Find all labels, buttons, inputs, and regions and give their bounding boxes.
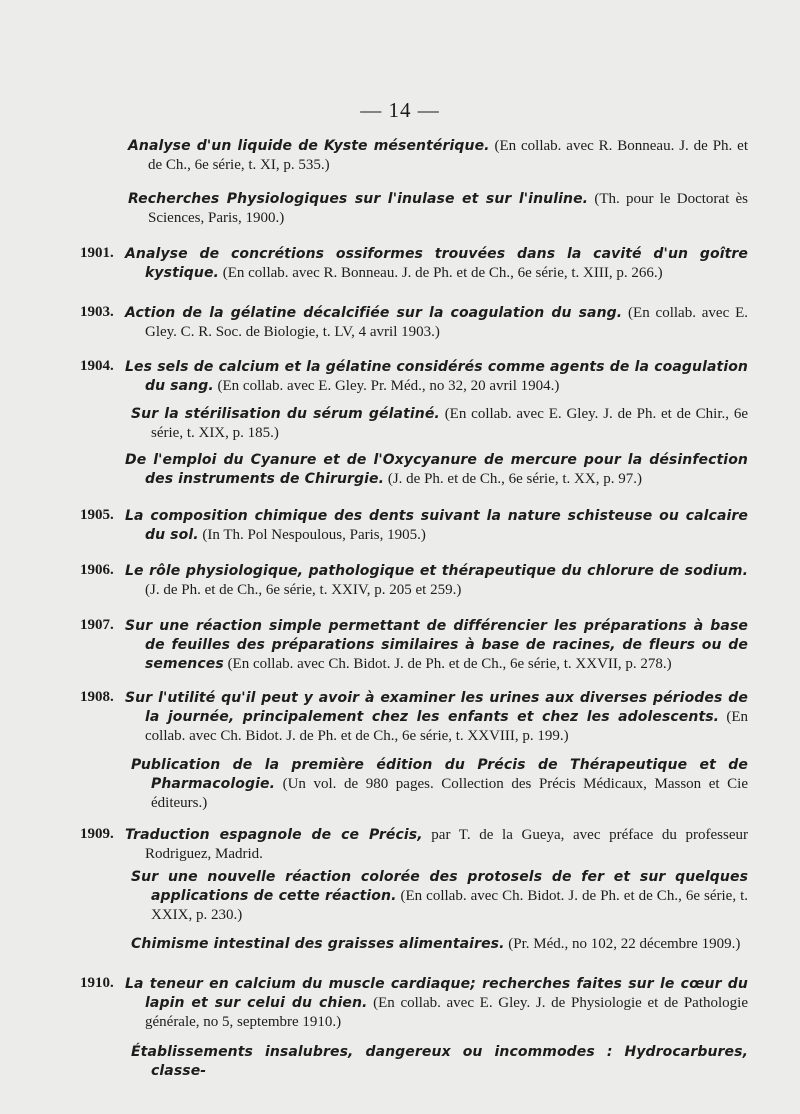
entry-reference: (En collab. avec E. Gley. J. de Physiologie et de Pathologie générale, no 5, septembre 1910.) [145,995,748,1030]
entry-text [125,451,748,489]
entry-text [125,507,748,545]
entry-title: Action de la gélatine décalcifiée sur la coagulation du sang. [125,305,623,321]
entry-text [131,935,748,954]
entry-year: 1905. [80,507,114,523]
entry-reference: (En collab. avec R. Bonneau. J. de Ph. et de Ch., 6e série, t. XIII, p. 266.) [218,265,663,281]
entry-text [128,137,748,175]
entry-title: Chimisme intestinal des graisses alimentaires. [131,936,505,952]
entry-reference: (En collab. avec E. Gley. Pr. Méd., no 32, 20 avril 1904.) [213,378,560,394]
entry-reference: (En collab. avec E. Gley. J. de Ph. et de Chir., 6e série, t. XIX, p. 185.) [151,406,748,441]
entry-reference: (Pr. Méd., no 102, 22 décembre 1909.) [504,936,741,952]
entry-text [125,358,748,396]
entry-reference: (En collab. avec Ch. Bidot. J. de Ph. et de Ch., 6e série, t. XXIX, p. 230.) [151,888,748,923]
entry-text [128,190,748,228]
entry-text [125,826,748,864]
entry-text [125,975,748,1032]
entry-reference: (Un vol. de 980 pages. Collection des Précis Médicaux, Masson et Cie éditeurs.) [151,776,748,811]
entry-title: Sur l'utilité qu'il peut y avoir à examiner les urines aux diverses périodes de la journée, principalement chez les enfants et chez les adolescents. [125,690,748,725]
entry-year: 1904. [80,358,114,374]
entry-title: La composition chimique des dents suivant la nature schisteuse ou calcaire du sol. [125,508,748,543]
entry-text [125,617,748,674]
entry-reference: (En collab. avec Ch. Bidot. J. de Ph. et de Ch., 6e série, t. XXVIII, p. 199.) [145,709,748,744]
entry-text [125,245,748,283]
entry-reference: (J. de Ph. et de Ch., 6e série, t. XXIV, p. 205 et 259.) [145,582,462,598]
entry-title: Sur la stérilisation du sérum gélatiné. [131,406,440,422]
entry-title: Recherches Physiologiques sur l'inulase et sur l'inuline. [128,191,589,207]
entry-reference: (Th. pour le Doctorat ès Sciences, Paris, 1900.) [148,191,748,226]
entry-reference: (En collab. avec R. Bonneau. J. de Ph. et de Ch., 6e série, t. XI, p. 535.) [148,138,748,173]
entry-title: Traduction espagnole de ce Précis, [125,827,423,843]
entry-year: 1903. [80,304,114,320]
entry-text [125,689,748,746]
entry-text [131,1043,748,1081]
entry-reference: (J. de Ph. et de Ch., 6e série, t. XX, p. 97.) [384,471,642,487]
entry-text [125,304,748,342]
entry-text [131,868,748,925]
entry-title: La teneur en calcium du muscle cardiaque; recherches faites sur le cœur du lapin et sur celui du chien. [125,976,748,1011]
entry-year: 1907. [80,617,114,633]
entry-year: 1910. [80,975,114,991]
entry-reference: par T. de la Gueya, avec préface du professeur Rodriguez, Madrid. [145,827,748,862]
entry-year: 1908. [80,689,114,705]
entry-title: Analyse de concrétions ossiformes trouvées dans la cavité d'un goître kystique. [125,246,748,281]
entry-text [125,562,748,600]
entry-text [131,405,748,443]
page-number: — 14 — [360,98,440,122]
entry-reference: (In Th. Pol Nespoulous, Paris, 1905.) [198,527,426,543]
entry-title: Établissements insalubres, dangereux ou incommodes : Hydrocarbures, classe- [131,1044,748,1079]
entry-title: Publication de la première édition du Précis de Thérapeutique et de Pharmacologie. [131,757,748,792]
entry-year: 1909. [80,826,114,842]
entry-reference: (En collab. avec Ch. Bidot. J. de Ph. et de Ch., 6e série, t. XXVII, p. 278.) [223,656,672,672]
entry-reference: (En collab. avec E. Gley. C. R. Soc. de Biologie, t. LV, 4 avril 1903.) [145,305,748,340]
entry-title: Le rôle physiologique, pathologique et thérapeutique du chlorure de sodium. [125,563,748,579]
entry-title: Sur une réaction simple permettant de différencier les préparations à base de feuilles des préparations similaires à base de racines, de fleurs ou de semences [125,618,748,672]
entry-title: Sur une nouvelle réaction colorée des protosels de fer et sur quelques applications de cette réaction. [131,869,748,904]
entry-title: Les sels de calcium et la gélatine considérés comme agents de la coagulation du sang. [125,359,748,394]
entry-title: De l'emploi du Cyanure et de l'Oxycyanure de mercure pour la désinfection des instruments de Chirurgie. [125,452,748,487]
entry-text [131,756,748,813]
entry-year: 1901. [80,245,114,261]
entry-year: 1906. [80,562,114,578]
entry-title: Analyse d'un liquide de Kyste mésentérique. [128,138,490,154]
